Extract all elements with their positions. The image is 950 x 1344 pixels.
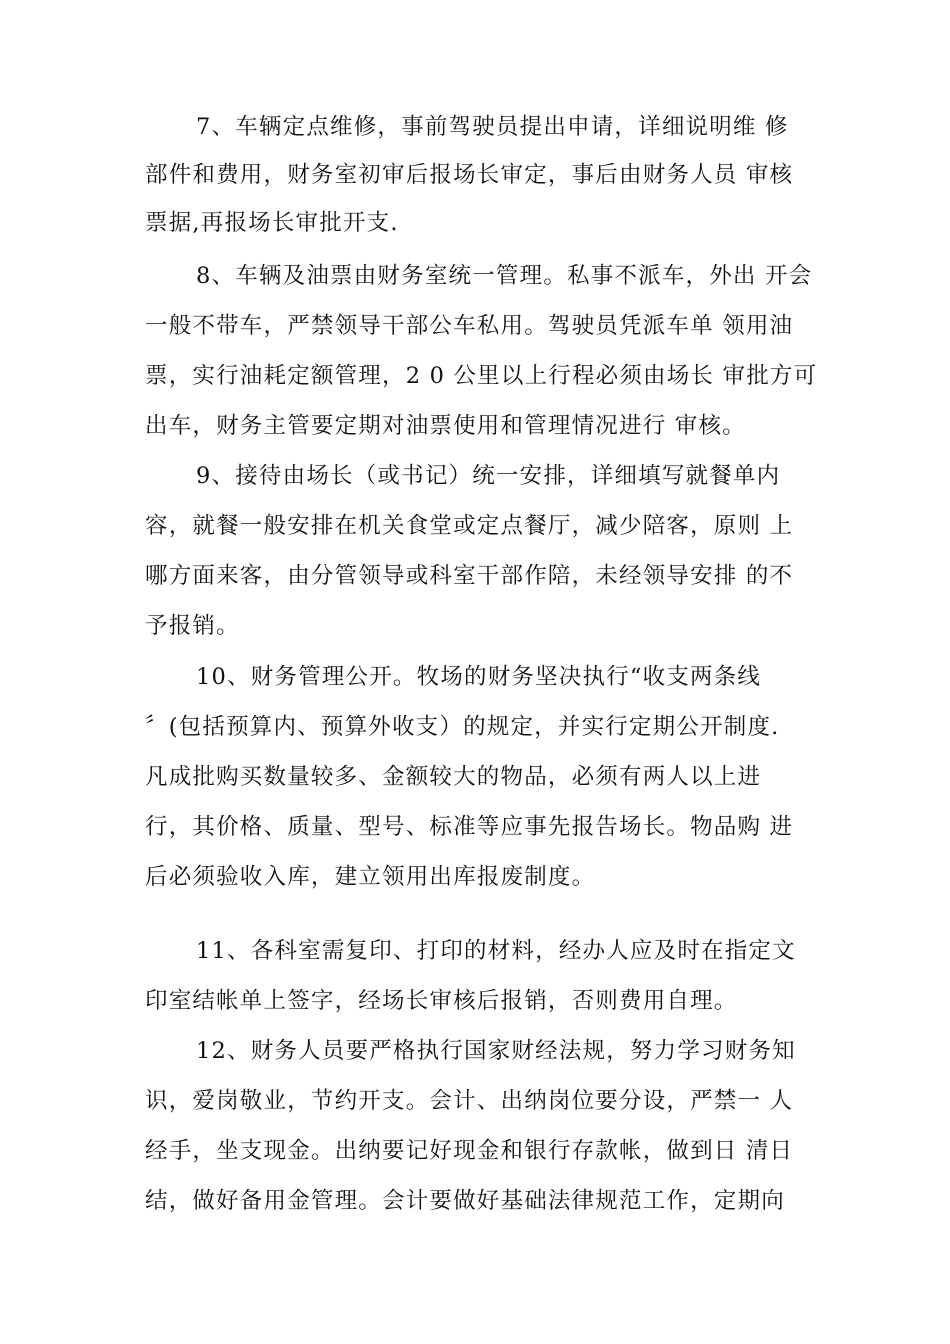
text-line: 8、车辆及油票由财务室统一管理。私事不派车，外出 开会: [196, 263, 813, 289]
text-line: 印室结帐单上签字，经场长审核后报销，否则费用自理。: [145, 988, 738, 1014]
text-line: 一般不带车，严禁领导干部公车私用。驾驶员凭派车单 领用油: [145, 313, 794, 339]
text-line: 〞(包括预算内、预算外收支）的规定，并实行定期公开制度.: [145, 714, 780, 740]
text-line: 后必须验收入库，建立领用出库报废制度。: [145, 864, 596, 890]
text-line: 票据,再报场长审批开支.: [145, 210, 399, 236]
text-line: 哪方面来客，由分管领导或科室干部作陪，未经领导安排 的不: [145, 563, 794, 589]
text-line: 11、各科室需复印、打印的材料，经办人应及时在指定文: [196, 938, 796, 964]
text-line: 经手，坐支现金。出纳要记好现金和银行存款帐，做到日 清日: [145, 1138, 794, 1164]
text-line: 12、财务人员要严格执行国家财经法规，努力学习财务知: [196, 1038, 796, 1064]
text-line: 行，其价格、质量、型号、标准等应事先报告场长。物品购 进: [145, 814, 794, 840]
text-line: 予报销。: [145, 613, 240, 639]
text-line: 7、车辆定点维修，事前驾驶员提出申请，详细说明维 修: [196, 114, 789, 140]
text-line: 部件和费用，财务室初审后报场长审定，事后由财务人员 审核: [145, 162, 794, 188]
text-line: 结，做好备用金管理。会计要做好基础法律规范工作，定期向: [145, 1188, 785, 1214]
text-line: 出车，财务主管要定期对油票使用和管理情况进行 审核。: [145, 413, 746, 439]
text-line: 识，爱岗敬业，节约开支。会计、出纳岗位要分设，严禁一 人: [145, 1088, 794, 1114]
text-line: 10、财务管理公开。牧场的财务坚决执行“收支两条线: [196, 664, 762, 690]
text-line: 票，实行油耗定额管理，2 0 公里以上行程必须由场长 审批方可: [145, 363, 818, 389]
text-line: 凡成批购买数量较多、金额较大的物品，必须有两人以上进: [145, 764, 762, 790]
text-line: 容，就餐一般安排在机关食堂或定点餐厅，减少陪客，原则 上: [145, 513, 794, 539]
text-line: 9、接待由场长（或书记）统一安排，详细填写就餐单内: [196, 463, 781, 489]
